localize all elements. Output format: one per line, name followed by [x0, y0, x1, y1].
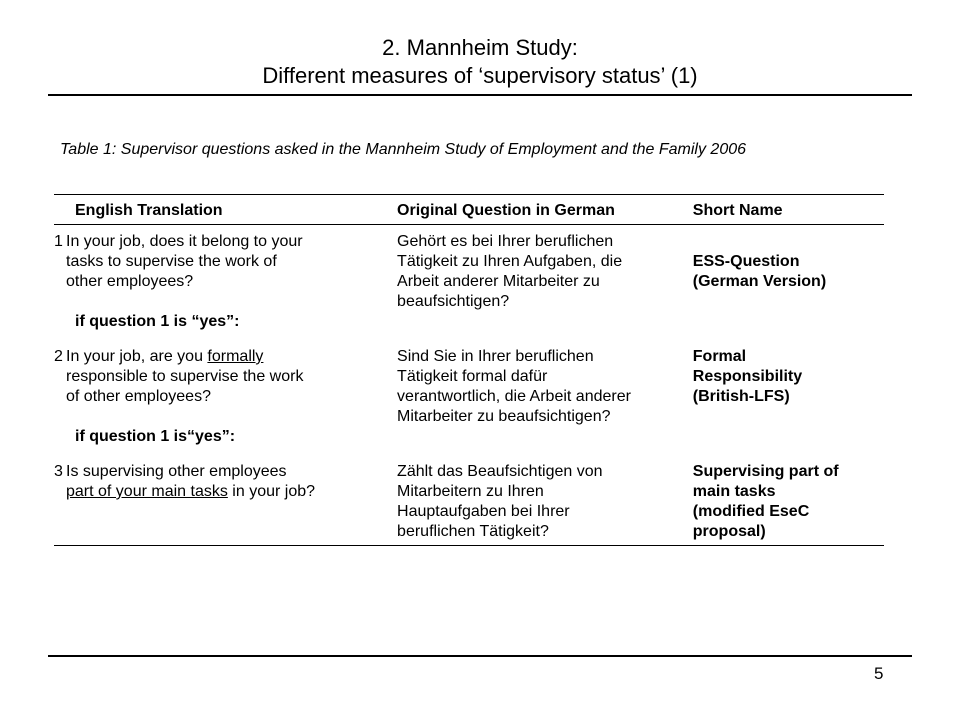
underlined-text: formally — [207, 348, 264, 365]
question-2-german — [397, 336, 693, 427]
question-3-german — [397, 451, 693, 546]
header-short-name: Short Name — [693, 195, 884, 225]
question-number: 3 — [54, 463, 63, 480]
text-line: proposal) — [692, 523, 766, 540]
text-line: (German Version) — [692, 273, 827, 290]
text-line: Mitarbeitern zu Ihren — [397, 483, 544, 500]
text-line: Sind Sie in Ihrer beruflichen — [397, 348, 594, 365]
text-line: (British-LFS) — [692, 388, 790, 405]
question-number: 2 — [54, 348, 63, 365]
text-line: main tasks — [692, 483, 776, 500]
text-line: ESS-Question — [692, 253, 800, 270]
text-line: of other employees? — [66, 388, 211, 405]
question-1-short-name — [693, 225, 884, 313]
text-line: Hauptaufgaben bei Ihrer — [397, 503, 570, 520]
text-line: Formal — [692, 348, 747, 365]
table-row — [54, 312, 884, 336]
question-number: 1 — [54, 233, 63, 250]
question-3-english — [54, 451, 397, 546]
text-line: Tätigkeit zu Ihren Aufgaben, die — [397, 253, 623, 270]
text-line: responsible to supervise the work — [66, 368, 304, 385]
text-line — [66, 347, 376, 367]
question-1-english — [54, 225, 397, 313]
text-line: Tätigkeit formal dafür — [397, 368, 548, 385]
slide-title-line1: 2. Mannheim Study: — [382, 35, 578, 60]
top-divider — [48, 94, 912, 96]
bottom-divider — [48, 655, 912, 657]
text-line: Is supervising other employees — [66, 463, 287, 480]
text-line: Arbeit anderer Mitarbeiter zu — [397, 273, 600, 290]
text-line: beruflichen Tätigkeit? — [397, 523, 549, 540]
text-line: In your job, does it belong to your — [66, 233, 303, 250]
text-line: Responsibility — [692, 368, 803, 385]
table-caption: Table 1: Supervisor questions asked in the Mannheim Study of Employment and the Family 2006 — [60, 141, 747, 158]
question-2-english — [54, 336, 397, 427]
text-line: beaufsichtigen? — [397, 293, 510, 310]
text-line: (modified EseC — [692, 503, 810, 520]
text-line: verantwortlich, die Arbeit anderer — [397, 388, 631, 405]
text-fragment: In your job, are you — [66, 348, 208, 365]
underlined-text: part of your main tasks — [66, 483, 228, 500]
text-fragment: in your job? — [227, 483, 316, 500]
question-1-german — [397, 225, 693, 313]
table-row — [54, 225, 884, 313]
header-original-question: Original Question in German — [397, 195, 693, 225]
text-line: Supervising part of — [692, 463, 839, 480]
header-english-translation: English Translation — [54, 195, 397, 225]
text-line: Mitarbeiter zu beaufsichtigen? — [397, 408, 611, 425]
text-line — [66, 482, 376, 502]
supervisor-questions-table — [54, 194, 884, 546]
filter-condition-1: if question 1 is “yes”: — [75, 313, 240, 330]
text-line: Zählt das Beaufsichtigen von — [397, 463, 603, 480]
text-line: Gehört es bei Ihrer beruflichen — [397, 233, 614, 250]
filter-condition-2: if question 1 is“yes”: — [75, 428, 236, 445]
table-row — [54, 336, 884, 427]
question-3-short-name — [693, 451, 884, 546]
table-header-row — [54, 195, 884, 225]
page-number: 5 — [874, 664, 884, 683]
question-2-short-name — [693, 336, 884, 427]
table-row — [54, 427, 884, 451]
slide-title-line2: Different measures of ‘supervisory status’ (1) — [262, 63, 698, 88]
slide-title — [48, 34, 912, 90]
table-row — [54, 451, 884, 546]
text-line: other employees? — [66, 273, 194, 290]
text-line: tasks to supervise the work of — [66, 253, 277, 270]
